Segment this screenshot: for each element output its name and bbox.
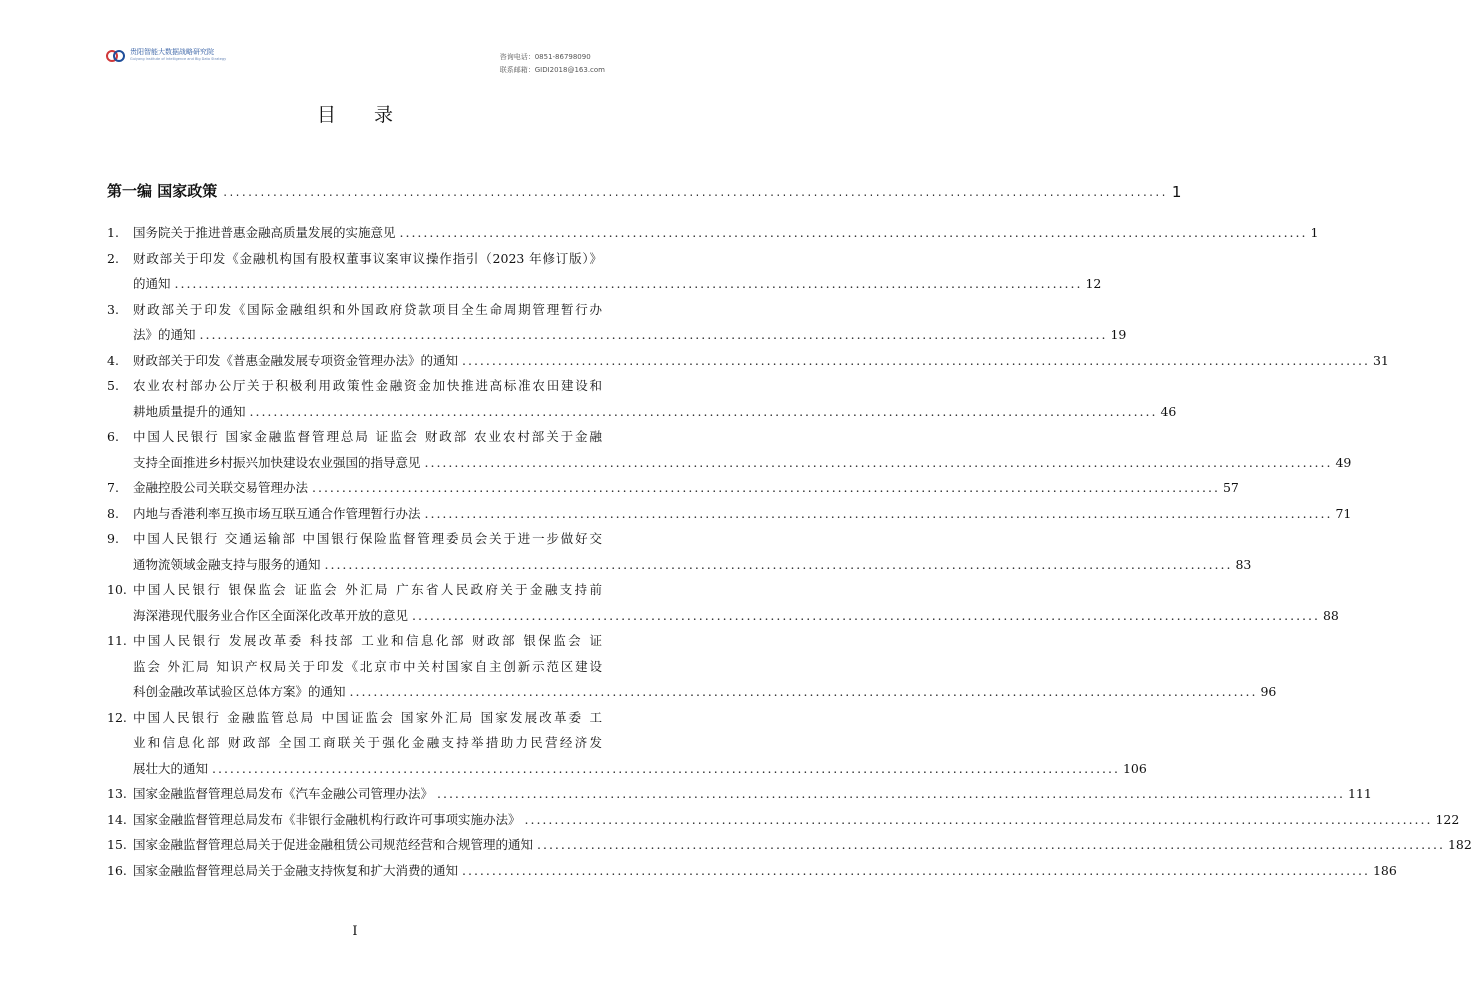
toc-entry[interactable] bbox=[107, 373, 1177, 424]
toc-entry-title-line: 海深港现代服务业合作区全面深化改革开放的意见 bbox=[133, 607, 409, 623]
logo-english-name: Guiyang Institute of Intelligence and Big Data Strategy bbox=[130, 57, 227, 61]
toc-entry-title-line: 法》的通知 bbox=[133, 327, 196, 342]
toc-entry-title-line: 中国人民银行 金融监管总局 中国证监会 国家外汇局 国家发展改革委 工 bbox=[133, 709, 602, 725]
toc-entry-page-number: 122 bbox=[1435, 811, 1460, 827]
toc-entry[interactable] bbox=[107, 220, 1319, 246]
toc-entry-number: 14. bbox=[107, 811, 127, 827]
dot-leader: ........................................................................................................................................................ bbox=[212, 760, 1120, 776]
page-header bbox=[105, 46, 605, 82]
toc-entry-number: 13. bbox=[107, 786, 127, 801]
toc-entry-title-line: 国家金融监督管理总局关于金融支持恢复和扩大消费的通知 bbox=[133, 862, 459, 878]
toc-entry-number: 9. bbox=[107, 531, 119, 546]
toc-entry-indent bbox=[107, 450, 133, 476]
toc-entry-number: 3. bbox=[107, 301, 119, 317]
toc-entry-page-number: 182 bbox=[1447, 837, 1472, 852]
dot-leader: ........................................................................................................................................................ bbox=[174, 276, 1083, 291]
toc-entry-page-number: 31 bbox=[1372, 352, 1389, 368]
toc-entry-number: 10. bbox=[107, 582, 127, 597]
toc-entry-title-line: 国家金融监督管理总局发布《非银行金融机构行政许可事项实施办法》 bbox=[133, 811, 521, 827]
toc-entry[interactable] bbox=[107, 297, 1127, 348]
table-of-contents bbox=[107, 220, 1472, 883]
toc-entry[interactable] bbox=[107, 577, 1339, 628]
toc-entry-title-line: 财政部关于印发《金融机构国有股权董事议案审议操作指引（2023 年修订版）》 bbox=[133, 250, 602, 266]
dot-leader: ........................................................................................................................................................ bbox=[223, 185, 1168, 199]
toc-entry-page-number: 96 bbox=[1260, 684, 1277, 699]
toc-entry-title-line: 中国人民银行 国家金融监督管理总局 证监会 财政部 农业农村部关于金融 bbox=[133, 429, 602, 444]
toc-entry-title-line: 监会 外汇局 知识产权局关于印发《北京市中关村国家自主创新示范区建设 bbox=[133, 658, 602, 674]
toc-entry[interactable] bbox=[107, 246, 1102, 297]
toc-entry[interactable] bbox=[107, 705, 1147, 782]
page-title: 目 录 bbox=[316, 104, 410, 126]
dot-leader: ........................................................................................................................................................ bbox=[412, 607, 1320, 623]
toc-entry[interactable] bbox=[107, 628, 1277, 705]
toc-entry-page-number: 71 bbox=[1335, 505, 1352, 521]
toc-entry-number: 1. bbox=[107, 225, 119, 240]
toc-entry-indent bbox=[107, 322, 133, 348]
dot-leader: ........................................................................................................................................................ bbox=[537, 837, 1445, 852]
toc-entry-number: 2. bbox=[107, 250, 119, 266]
toc-entry-title-line: 展壮大的通知 bbox=[133, 760, 209, 776]
toc-entry-number: 4. bbox=[107, 352, 119, 368]
section-label: 第一编 国家政策 bbox=[107, 182, 218, 200]
logo-rings-icon bbox=[105, 48, 127, 62]
toc-entry-title-line: 业和信息化部 财政部 全国工商联关于强化金融支持举措助力民营经济发 bbox=[133, 735, 602, 750]
toc-entry[interactable] bbox=[107, 832, 1472, 858]
toc-entry-indent bbox=[107, 603, 133, 629]
toc-entry-title-line: 农业农村部办公厅关于积极利用政策性金融资金加快推进高标准农田建设和 bbox=[133, 378, 602, 393]
toc-entry-indent bbox=[107, 552, 133, 578]
dot-leader: ........................................................................................................................................................ bbox=[199, 327, 1108, 342]
dot-leader: ........................................................................................................................................................ bbox=[424, 454, 1333, 470]
toc-entry-page-number: 19 bbox=[1110, 327, 1127, 342]
toc-section-heading[interactable] bbox=[107, 175, 1182, 201]
dot-leader: ........................................................................................................................................................ bbox=[424, 505, 1333, 521]
contact-phone: 咨询电话：0851-86798090 bbox=[499, 53, 591, 61]
logo-chinese-name: 贵阳智能大数据战略研究院 bbox=[130, 48, 214, 56]
toc-entry-page-number: 1 bbox=[1310, 225, 1319, 240]
toc-entry-indent bbox=[107, 756, 133, 782]
dot-leader: ........................................................................................................................................................ bbox=[399, 225, 1308, 240]
toc-entry-title-line: 财政部关于印发《国际金融组织和外国政府贷款项目全生命周期管理暂行办 bbox=[133, 301, 602, 317]
toc-entry[interactable] bbox=[107, 475, 1239, 501]
dot-leader: ........................................................................................................................................................ bbox=[324, 556, 1233, 572]
toc-entry-title-line: 科创金融改革试验区总体方案》的通知 bbox=[133, 684, 346, 699]
toc-entry-number: 5. bbox=[107, 378, 119, 393]
toc-entry-number: 16. bbox=[107, 862, 127, 878]
toc-entry-number: 15. bbox=[107, 837, 127, 852]
toc-entry-title-line: 中国人民银行 发展改革委 科技部 工业和信息化部 财政部 银保监会 证 bbox=[133, 633, 602, 648]
toc-entry-title-line: 国家金融监督管理总局发布《汽车金融公司管理办法》 bbox=[133, 786, 434, 801]
page-number-footer: I bbox=[352, 924, 358, 939]
toc-entry-title-line: 国务院关于推进普惠金融高质量发展的实施意见 bbox=[133, 225, 396, 240]
toc-entry-page-number: 111 bbox=[1347, 786, 1372, 801]
toc-entry-indent bbox=[107, 654, 133, 680]
toc-entry-page-number: 106 bbox=[1122, 760, 1147, 776]
dot-leader: ........................................................................................................................................................ bbox=[524, 811, 1433, 827]
toc-entry-page-number: 46 bbox=[1160, 403, 1177, 419]
toc-entry-page-number: 83 bbox=[1235, 556, 1252, 572]
toc-entry-number: 12. bbox=[107, 709, 127, 725]
toc-entry-title-line: 金融控股公司关联交易管理办法 bbox=[133, 480, 309, 495]
toc-entry-title-line: 内地与香港利率互换市场互联互通合作管理暂行办法 bbox=[133, 505, 421, 521]
toc-entry[interactable] bbox=[107, 424, 1352, 475]
toc-entry-indent bbox=[107, 679, 133, 705]
toc-entry-title-line: 中国人民银行 交通运输部 中国银行保险监督管理委员会关于进一步做好交 bbox=[133, 531, 602, 546]
toc-entry[interactable] bbox=[107, 858, 1397, 884]
toc-entry[interactable] bbox=[107, 526, 1252, 577]
toc-entry-indent bbox=[107, 730, 133, 756]
toc-entry-title-line: 耕地质量提升的通知 bbox=[133, 403, 246, 419]
toc-entry-title-line: 财政部关于印发《普惠金融发展专项资金管理办法》的通知 bbox=[133, 352, 459, 368]
toc-entry[interactable] bbox=[107, 807, 1460, 833]
toc-entry-number: 6. bbox=[107, 429, 119, 444]
toc-entry-number: 7. bbox=[107, 480, 119, 495]
dot-leader: ........................................................................................................................................................ bbox=[312, 480, 1220, 495]
dot-leader: ........................................................................................................................................................ bbox=[249, 403, 1158, 419]
toc-entry-page-number: 49 bbox=[1335, 454, 1352, 470]
dot-leader: ........................................................................................................................................................ bbox=[462, 862, 1370, 878]
toc-entry[interactable] bbox=[107, 781, 1372, 807]
toc-entry-page-number: 186 bbox=[1372, 862, 1397, 878]
dot-leader: ........................................................................................................................................................ bbox=[349, 684, 1258, 699]
dot-leader: ........................................................................................................................................................ bbox=[462, 352, 1370, 368]
toc-entry-title-line: 的通知 bbox=[133, 276, 171, 291]
institute-logo bbox=[105, 48, 226, 62]
toc-entry-title-line: 支持全面推进乡村振兴加快建设农业强国的指导意见 bbox=[133, 454, 421, 470]
toc-entry-page-number: 57 bbox=[1222, 480, 1239, 495]
toc-entry[interactable] bbox=[107, 501, 1352, 527]
toc-entry-number: 8. bbox=[107, 505, 119, 521]
toc-entry-page-number: 88 bbox=[1322, 607, 1339, 623]
toc-entry-indent bbox=[107, 399, 133, 425]
contact-info bbox=[500, 51, 605, 77]
toc-entry-title-line: 中国人民银行 银保监会 证监会 外汇局 广东省人民政府关于金融支持前 bbox=[133, 582, 602, 597]
section-page-number: 1 bbox=[1171, 183, 1182, 201]
contact-email: 联系邮箱：GIDI2018@163.com bbox=[499, 66, 605, 74]
toc-entry-page-number: 12 bbox=[1085, 276, 1102, 291]
toc-entry-number: 11. bbox=[107, 633, 127, 648]
toc-entry-indent bbox=[107, 271, 133, 297]
toc-entry-title-line: 国家金融监督管理总局关于促进金融租赁公司规范经营和合规管理的通知 bbox=[133, 837, 534, 852]
toc-entry-title-line: 通物流领域金融支持与服务的通知 bbox=[133, 556, 321, 572]
dot-leader: ........................................................................................................................................................ bbox=[437, 786, 1345, 801]
toc-entry[interactable] bbox=[107, 348, 1389, 374]
